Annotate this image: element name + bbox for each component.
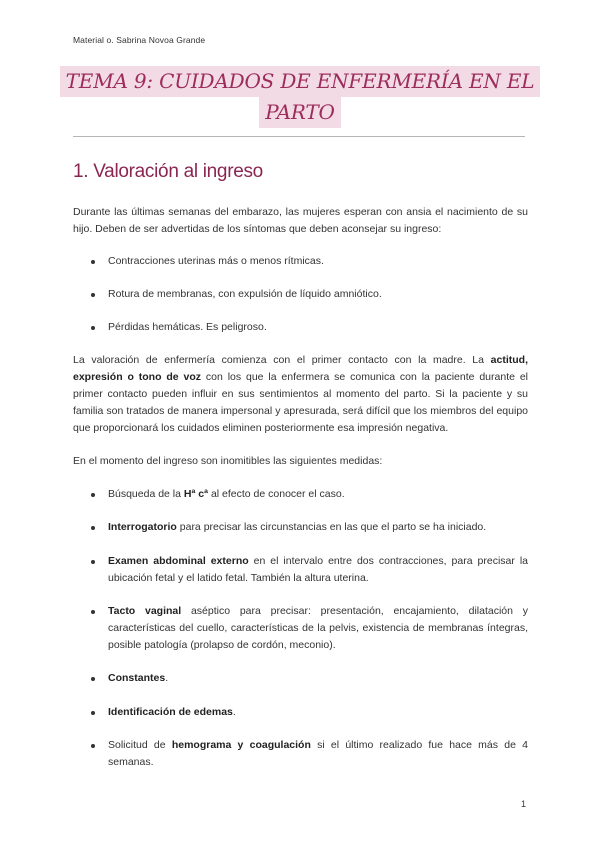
bullet-icon <box>91 677 95 681</box>
list-item: Pérdidas hemáticas. Es peligroso. <box>91 319 528 336</box>
title-divider <box>73 136 525 137</box>
document-title <box>0 66 600 128</box>
list-item: Examen abdominal externo en el intervalo entre dos contracciones, para precisar la ubicación fetal y el latido fetal. También la altura uterina. <box>91 553 528 587</box>
page-header-author: Material o. Sabrina Novoa Grande <box>73 35 206 45</box>
list-item: Contracciones uterinas más o menos rítmicas. <box>91 253 528 270</box>
list-item: Identificación de edemas. <box>91 704 528 721</box>
bullet-icon <box>91 610 95 614</box>
bullet-icon <box>91 560 95 564</box>
page-number: 1 <box>521 799 527 809</box>
bullet-icon <box>91 293 95 297</box>
bullet-icon <box>91 711 95 715</box>
bullet-icon <box>91 493 95 497</box>
intro-paragraph: Durante las últimas semanas del embarazo, las mujeres esperan con ansia el nacimiento de su hijo. Deben de ser advertidas de los síntomas que deben aconsejar su ingreso: <box>73 206 528 235</box>
bullet-icon <box>91 260 95 264</box>
title-line-1: TEMA 9: CUIDADOS DE ENFERMERÍA EN EL <box>60 66 541 97</box>
list-item: Constantes. <box>91 670 528 687</box>
bullet-icon <box>91 526 95 530</box>
title-line-2: PARTO <box>259 97 341 128</box>
list-item: Interrogatorio para precisar las circunstancias en las que el parto se ha iniciado. <box>91 519 528 536</box>
medidas-intro: En el momento del ingreso son inomitibles las siguientes medidas: <box>73 455 383 467</box>
list-item: Solicitud de hemograma y coagulación si el último realizado fue hace más de 4 semanas. <box>91 737 528 771</box>
list-item: Búsqueda de la Hª cª al efecto de conocer el caso. <box>91 486 528 503</box>
bullet-icon <box>91 326 95 330</box>
section-heading: 1. Valoración al ingreso <box>73 161 263 182</box>
list-item: Rotura de membranas, con expulsión de líquido amniótico. <box>91 286 528 303</box>
list-item: Tacto vaginal aséptico para precisar: presentación, encajamiento, dilatación y características del cuello, características de la pelvis, existencia de membranas íntegras, posible patología (prolapso de cordón, meconio). <box>91 603 528 654</box>
bullet-icon <box>91 744 95 748</box>
valoracion-paragraph: La valoración de enfermería comienza con el primer contacto con la madre. La actitud, expresión o tono de voz con los que la enfermera se comunica con la paciente durante el primer contacto pueden influir en sus sentimientos al momento del parto. Si la paciente y su familia son tratados de manera impersonal y apresurada, será difícil que los miembros del equipo que proporcionará los cuidados eliminen posteriormente esa impresión negativa. <box>73 354 529 434</box>
